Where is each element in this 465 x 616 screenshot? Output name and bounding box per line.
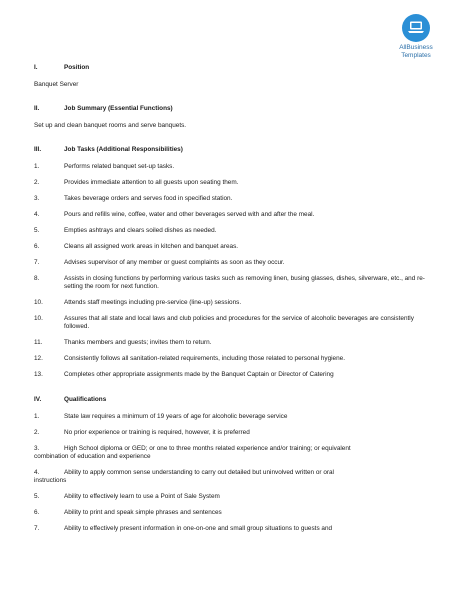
task-list (34, 163, 434, 379)
section-heading: II. Job Summary (Essential Functions) (34, 105, 173, 112)
list-item: 6. Cleans all assigned work areas in kitchen and banquet areas. (34, 243, 239, 250)
list-item: 7. Ability to effectively present information in one-on-one and small group situations to guests and (34, 525, 333, 532)
list-item: 5. Ability to effectively learn to use a Point of Sale System (34, 493, 220, 500)
section-heading: III. Job Tasks (Additional Responsibilities) (34, 146, 183, 153)
list-item: 3. High School diploma or GED; or one to three months related experience and/or training; or equivalent combination of education and experience (34, 445, 351, 460)
list-item: 13. Completes other appropriate assignments made by the Banquet Captain or Director of Catering (34, 371, 334, 378)
qualification-list (34, 413, 434, 533)
list-item: 10. Assures that all state and local laws and club policies and procedures for the service of alcoholic beverages are consistently followed. (34, 315, 414, 330)
section-heading: I. Position (34, 64, 90, 71)
section-text: Set up and clean banquet rooms and serve banquets. (34, 122, 187, 129)
list-item: 4. Pours and refills wine, coffee, water and other beverages served with and after the meal. (34, 211, 315, 218)
list-item: 7. Advises supervisor of any member or guest complaints as soon as they occur. (34, 259, 285, 266)
list-item: 2. Provides immediate attention to all guests upon seating them. (34, 179, 239, 186)
list-item: 12. Consistently follows all sanitation-related requirements, including those related to personal hygiene. (34, 355, 345, 362)
list-item: 5. Empties ashtrays and clears soiled dishes as needed. (34, 227, 217, 234)
list-item: 4. Ability to apply common sense understanding to carry out detailed but uninvolved written or oral instructions (34, 469, 334, 484)
section-heading: IV. Qualifications (34, 396, 107, 403)
brand-logo (386, 14, 446, 59)
laptop-icon (402, 14, 430, 42)
list-item: 11. Thanks members and guests; invites them to return. (34, 339, 212, 346)
list-item: 2. No prior experience or training is required, however, it is preferred (34, 429, 250, 436)
list-item: 1. Performs related banquet set-up tasks. (34, 163, 175, 170)
list-item: 3. Takes beverage orders and serves food in specified station. (34, 195, 233, 202)
brand-name: AllBusiness Templates (399, 44, 433, 59)
list-item: 1. State law requires a minimum of 19 years of age for alcoholic beverage service (34, 413, 288, 420)
list-item: 10. Attends staff meetings including pre-service (line-up) sessions. (34, 299, 242, 306)
document-body (34, 64, 434, 541)
list-item: 6. Ability to print and speak simple phrases and sentences (34, 509, 222, 516)
list-item: 8. Assists in closing functions by performing various tasks such as removing linen, busing glasses, dishes, silverware, etc., and re-setting the room for next function. (34, 275, 425, 290)
section-text: Banquet Server (34, 81, 79, 88)
